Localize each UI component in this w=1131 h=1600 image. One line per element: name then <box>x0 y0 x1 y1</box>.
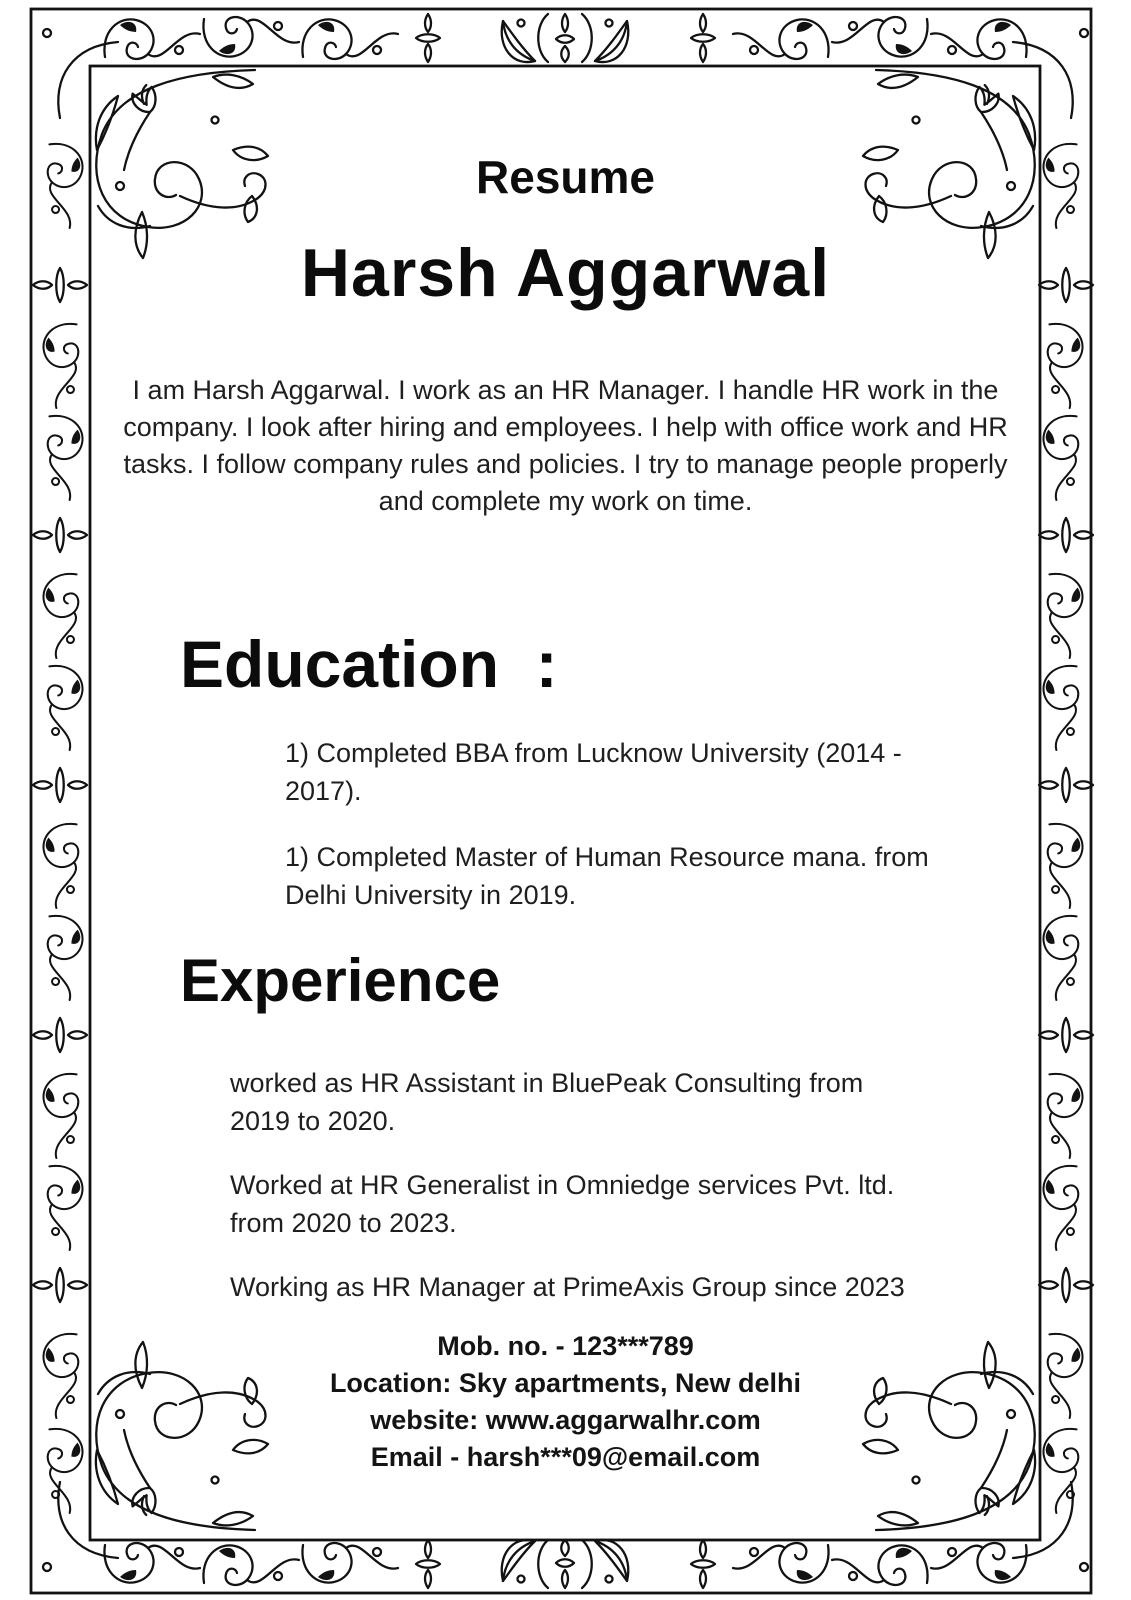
education-item: 1) Completed Master of Human Resource mana. from Delhi University in 2019. <box>285 842 929 910</box>
education-heading: Education : <box>180 627 558 701</box>
education-item: 1) Completed BBA from Lucknow University (2014 - 2017). <box>285 738 902 806</box>
candidate-name: Harsh Aggarwal <box>300 235 831 311</box>
experience-list <box>230 1064 930 1332</box>
corner-flower-top-right <box>863 29 1088 258</box>
corner-flower-top-left <box>43 29 268 258</box>
profile-summary: I am Harsh Aggarwal. I work as an HR Manager. I handle HR work in the company. I look after hiring and employees. I help with office work and HR tasks. I follow company rules and policies. I try to manage people properly and complete my work on time. <box>123 375 1008 516</box>
contact-location: Location: Sky apartments, New delhi <box>329 1368 802 1398</box>
contact-website: website: www.aggarwalhr.com <box>370 1405 761 1435</box>
experience-item: Worked at HR Generalist in Omniedge services Pvt. ltd. from 2020 to 2023. <box>230 1170 895 1238</box>
contact-email: Email - harsh***09@email.com <box>370 1442 761 1472</box>
education-list <box>285 734 965 942</box>
experience-item: worked as HR Assistant in BluePeak Consulting from 2019 to 2020. <box>230 1068 864 1136</box>
contact-block <box>0 1328 1131 1476</box>
experience-item: Working as HR Manager at PrimeAxis Group since 2023 <box>230 1272 905 1302</box>
experience-heading: Experience <box>180 947 501 1014</box>
contact-mobile: Mob. no. - 123***789 <box>437 1331 694 1361</box>
doc-type-label: Resume <box>476 151 655 203</box>
